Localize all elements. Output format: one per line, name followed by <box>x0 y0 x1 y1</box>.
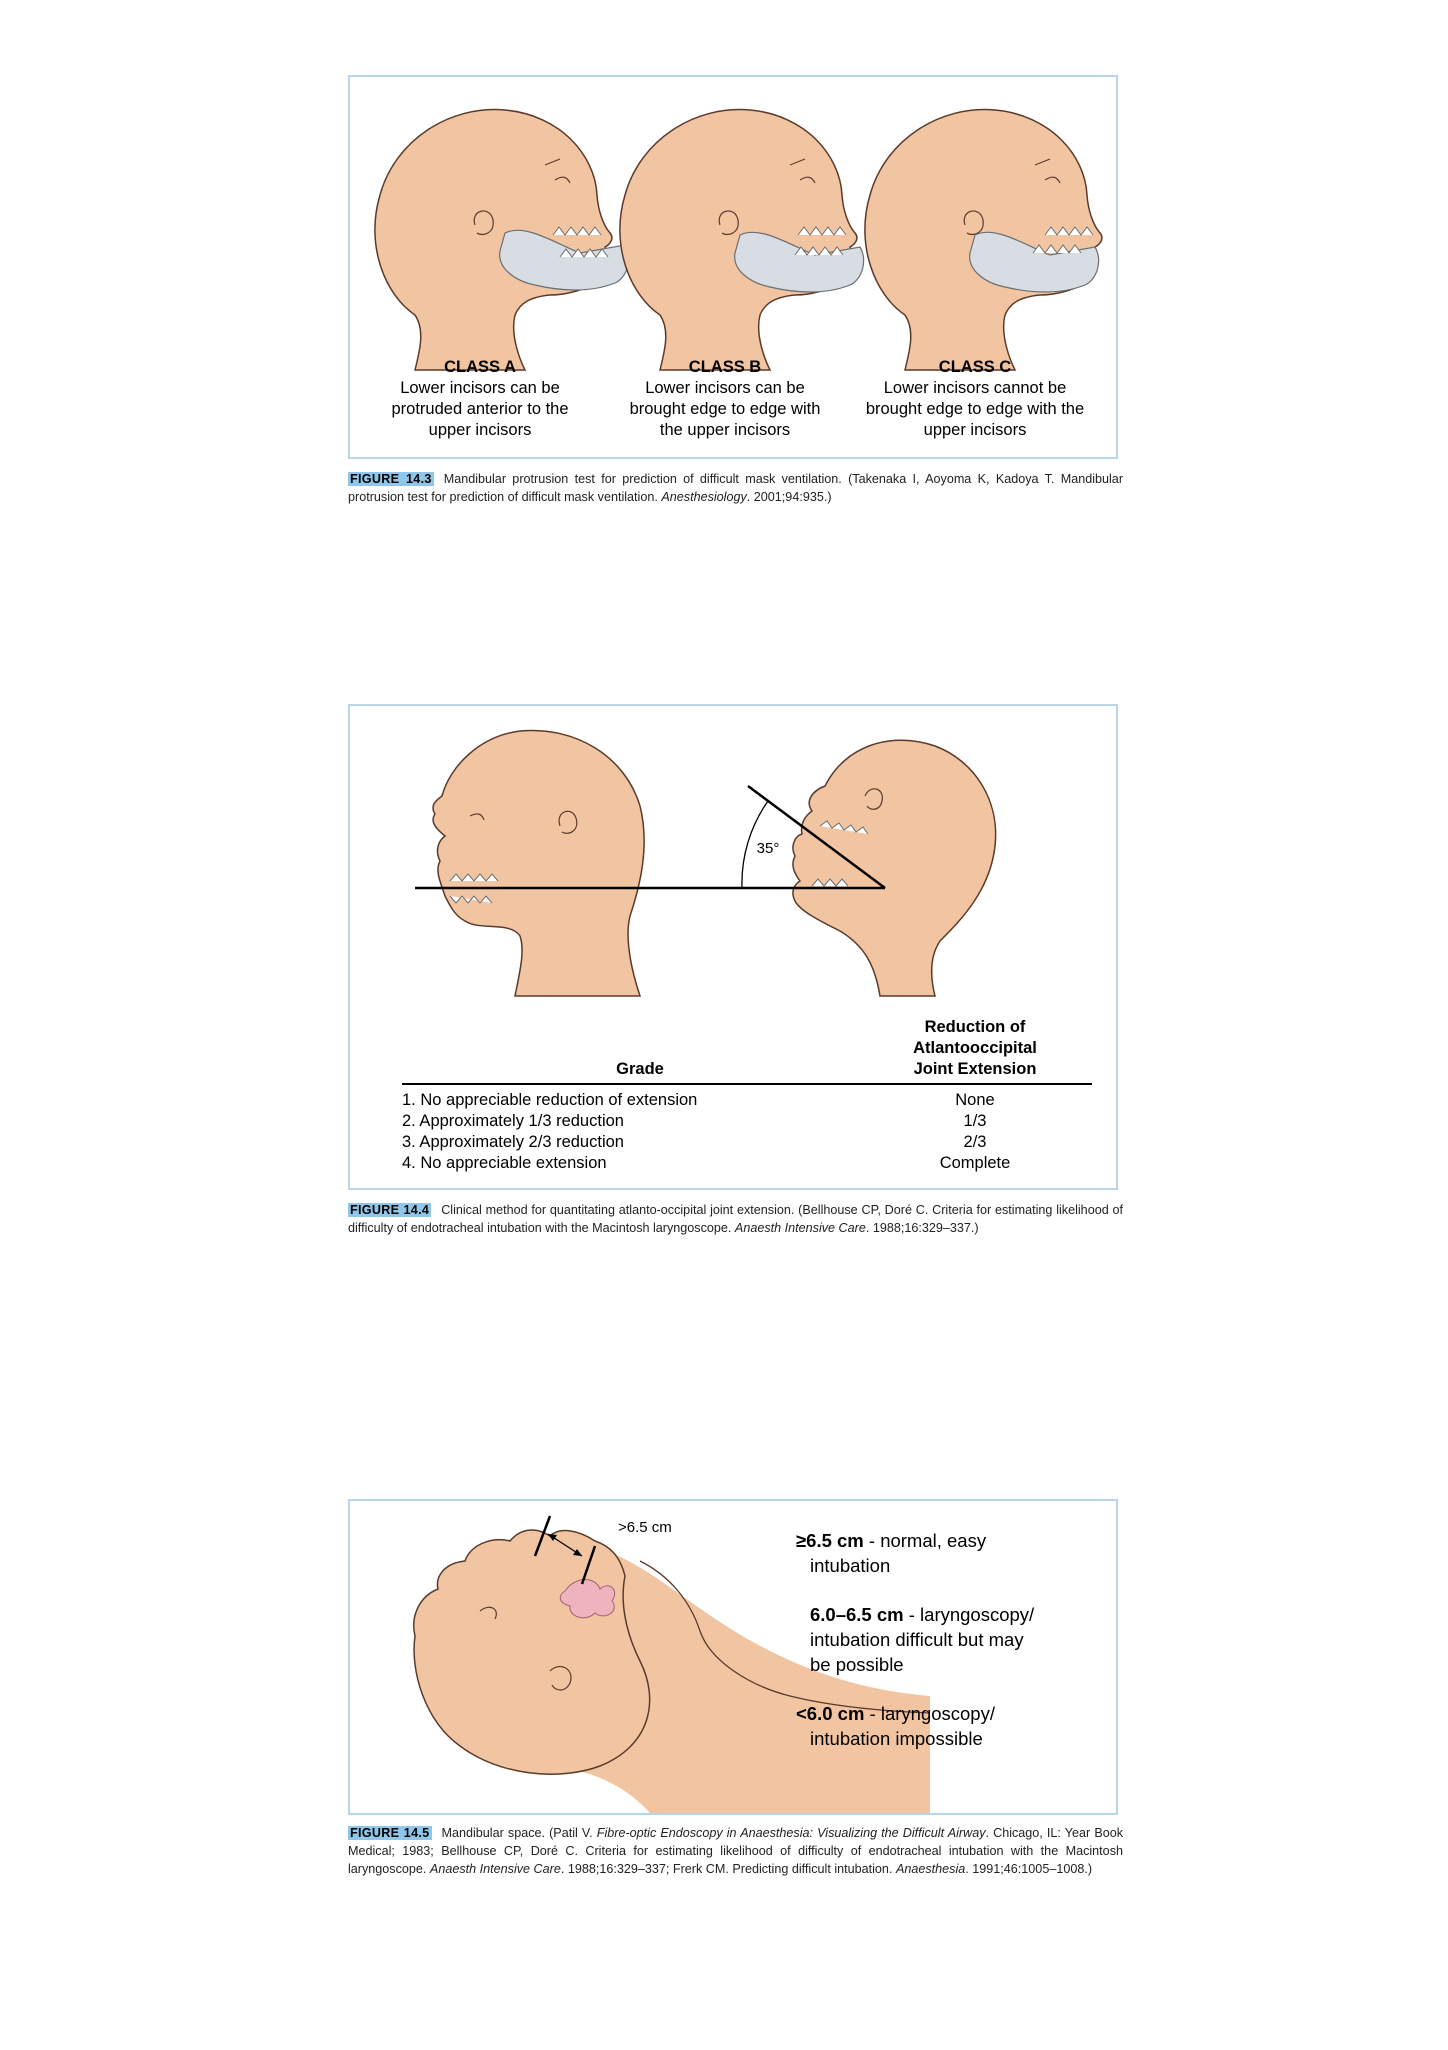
head-profile-class-a <box>375 110 612 370</box>
figure-tag: FIGURE 14.3 <box>350 472 432 486</box>
figure-14-4-panel <box>348 704 1118 1190</box>
distance-label: >6.5 cm <box>618 1519 672 1536</box>
head-neutral <box>433 730 644 996</box>
grade-column-header: Grade <box>616 1060 664 1078</box>
head-extended <box>793 740 996 996</box>
class-b-label: CLASS B Lower incisors can be brought edge to edge with the upper incisors <box>629 358 821 439</box>
figure-14-4-caption: FIGURE 14.4 Clinical method for quantitating atlanto-occipital joint extension. (Bellhouse CP, Doré C. Criteria for estimating likelihood of difficulty of endotracheal intubation with the Macintosh laryngoscope. Anaesth Intensive Care. 1988;16:329–337.) <box>348 1203 1124 1235</box>
table-header-rule <box>402 1083 1092 1085</box>
table-row-reduction: None <box>955 1091 995 1109</box>
head-supine <box>414 1530 650 1774</box>
figure-14-5-caption: FIGURE 14.5 Mandibular space. (Patil V. Fibre-optic Endoscopy in Anaesthesia: Visualizing the Difficult Airway. Chicago, IL: Year Book Medical; 1983; Bellhouse CP, Doré C. Criteria for estimating likelihood of difficulty of endotracheal intubation with the Macintosh laryngoscope. Anaesth Intensive Care. 1988;16:329–337; Frerk CM. Predicting difficult intubation. Anaesthesia. 1991;46:1005–1008.) <box>348 1826 1124 1876</box>
table-row-grade: 1. No appreciable reduction of extension <box>402 1091 698 1109</box>
table-row-grade: 3. Approximately 2/3 reduction <box>402 1133 624 1151</box>
figure-14-5-panel <box>348 1499 1118 1815</box>
criterion-difficult: 6.0–6.5 cm - laryngoscopy/ intubation difficult but may be possible <box>810 1604 1035 1675</box>
figure-tag: FIGURE 14.4 <box>350 1203 430 1217</box>
reduction-column-header: Reduction of Atlantooccipital Joint Extension <box>913 1018 1037 1078</box>
figure-14-3-panel <box>348 75 1118 459</box>
angle-label: 35° <box>756 840 780 857</box>
figure-14-3-caption: FIGURE 14.3 Mandibular protrusion test for prediction of difficult mask ventilation. (Takenaka I, Aoyoma K, Kadoya T. Mandibular protrusion test for prediction of difficult mask ventilation. Anesthesiology. 2001;94:935.) <box>348 472 1124 504</box>
table-row-grade: 4. No appreciable extension <box>402 1154 607 1172</box>
table-row-grade: 2. Approximately 1/3 reduction <box>402 1112 624 1130</box>
table-row-reduction: 1/3 <box>963 1112 987 1130</box>
criterion-impossible: <6.0 cm - laryngoscopy/ intubation impossible <box>796 1703 995 1749</box>
table-row-reduction: 2/3 <box>963 1133 987 1151</box>
figure-tag: FIGURE 14.5 <box>350 1826 430 1840</box>
class-c-label: CLASS C Lower incisors cannot be brought edge to edge with the upper incisors <box>865 358 1085 439</box>
atlanto-occipital-illustration <box>350 706 1116 1006</box>
class-a-label: CLASS A Lower incisors can be protruded anterior to the upper incisors <box>391 358 569 439</box>
criterion-normal: ≥6.5 cm - normal, easy intubation <box>796 1530 987 1576</box>
table-row-reduction: Complete <box>939 1154 1011 1172</box>
